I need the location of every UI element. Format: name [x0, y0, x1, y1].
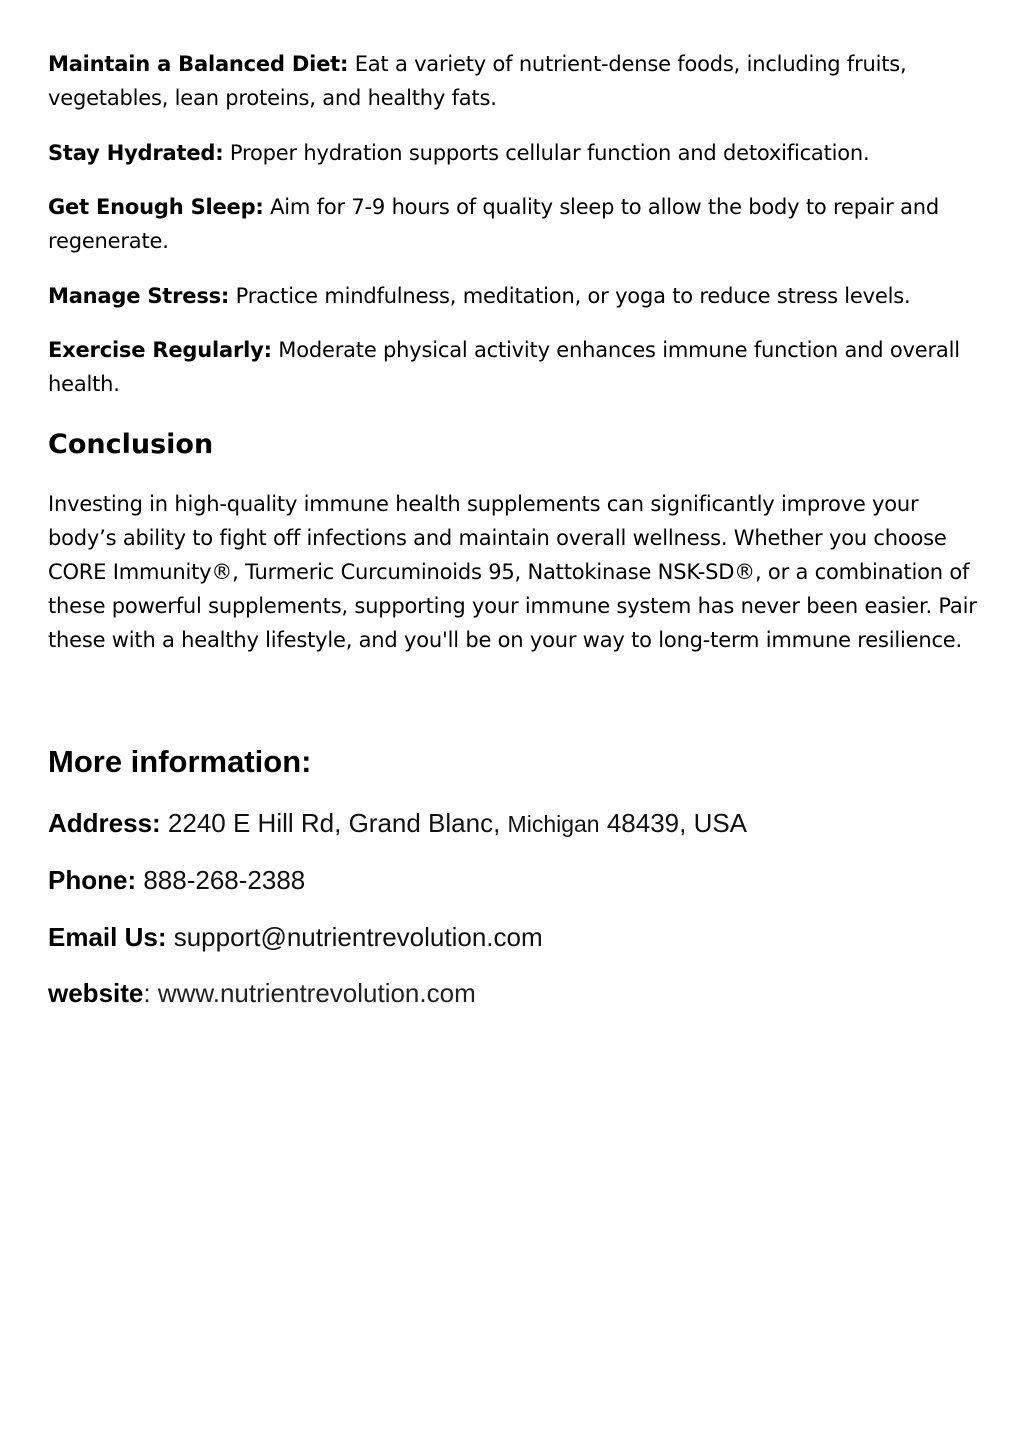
- tip-stay-hydrated: [48, 136, 978, 170]
- phone-label: Phone:: [48, 865, 137, 895]
- tip-enough-sleep: [48, 190, 978, 258]
- website-value: : www.nutrientrevolution.com: [143, 978, 476, 1008]
- email-line: [48, 920, 543, 954]
- tip-text: Moderate physical activity enhances immune function and overall health.: [48, 338, 960, 396]
- tip-balanced-diet: [48, 47, 978, 115]
- tip-text: Eat a variety of nutrient-dense foods, including fruits, vegetables, lean proteins, and healthy fats.: [48, 52, 907, 110]
- phone-value: 888-268-2388: [136, 865, 306, 895]
- address-line: [48, 806, 747, 841]
- tip-label: Maintain a Balanced Diet:: [48, 52, 349, 76]
- tip-label: Get Enough Sleep:: [48, 195, 264, 219]
- phone-line: [48, 863, 305, 897]
- website-line: [48, 976, 476, 1010]
- tip-label: Manage Stress:: [48, 284, 230, 308]
- address-label: Address:: [48, 808, 161, 838]
- tip-manage-stress: [48, 279, 978, 313]
- address-zip: 48439, USA: [599, 808, 748, 838]
- tip-label: Stay Hydrated:: [48, 141, 224, 165]
- address-state: Michigan: [507, 811, 600, 837]
- tip-text: Practice mindfulness, meditation, or yoga to reduce stress levels.: [229, 284, 911, 308]
- conclusion-heading: Conclusion: [48, 429, 214, 460]
- website-label: website: [48, 978, 144, 1008]
- conclusion-paragraph: Investing in high-quality immune health supplements can significantly improve your body’s ability to fight off infections and maintain overall wellness. Whether you choose CORE Immunity®, Turmeric Curcuminoids 95, Nattokinase NSK-SD®, or a combination of these powerful supplements, supporting your immune system has never been easier. Pair these with a healthy lifestyle, and you'll be on your way to long-term immune resilience.: [48, 492, 977, 652]
- tip-text: Proper hydration supports cellular function and detoxification.: [223, 141, 870, 165]
- email-value: support@nutrientrevolution.com: [166, 922, 543, 952]
- email-label: Email Us:: [48, 922, 167, 952]
- more-information-heading: More information:: [48, 744, 312, 779]
- tip-exercise: [48, 333, 978, 401]
- tip-label: Exercise Regularly:: [48, 338, 272, 362]
- address-value: 2240 E Hill Rd, Grand Blanc,: [160, 808, 508, 838]
- tip-text: Aim for 7-9 hours of quality sleep to allow the body to repair and regenerate.: [48, 195, 939, 253]
